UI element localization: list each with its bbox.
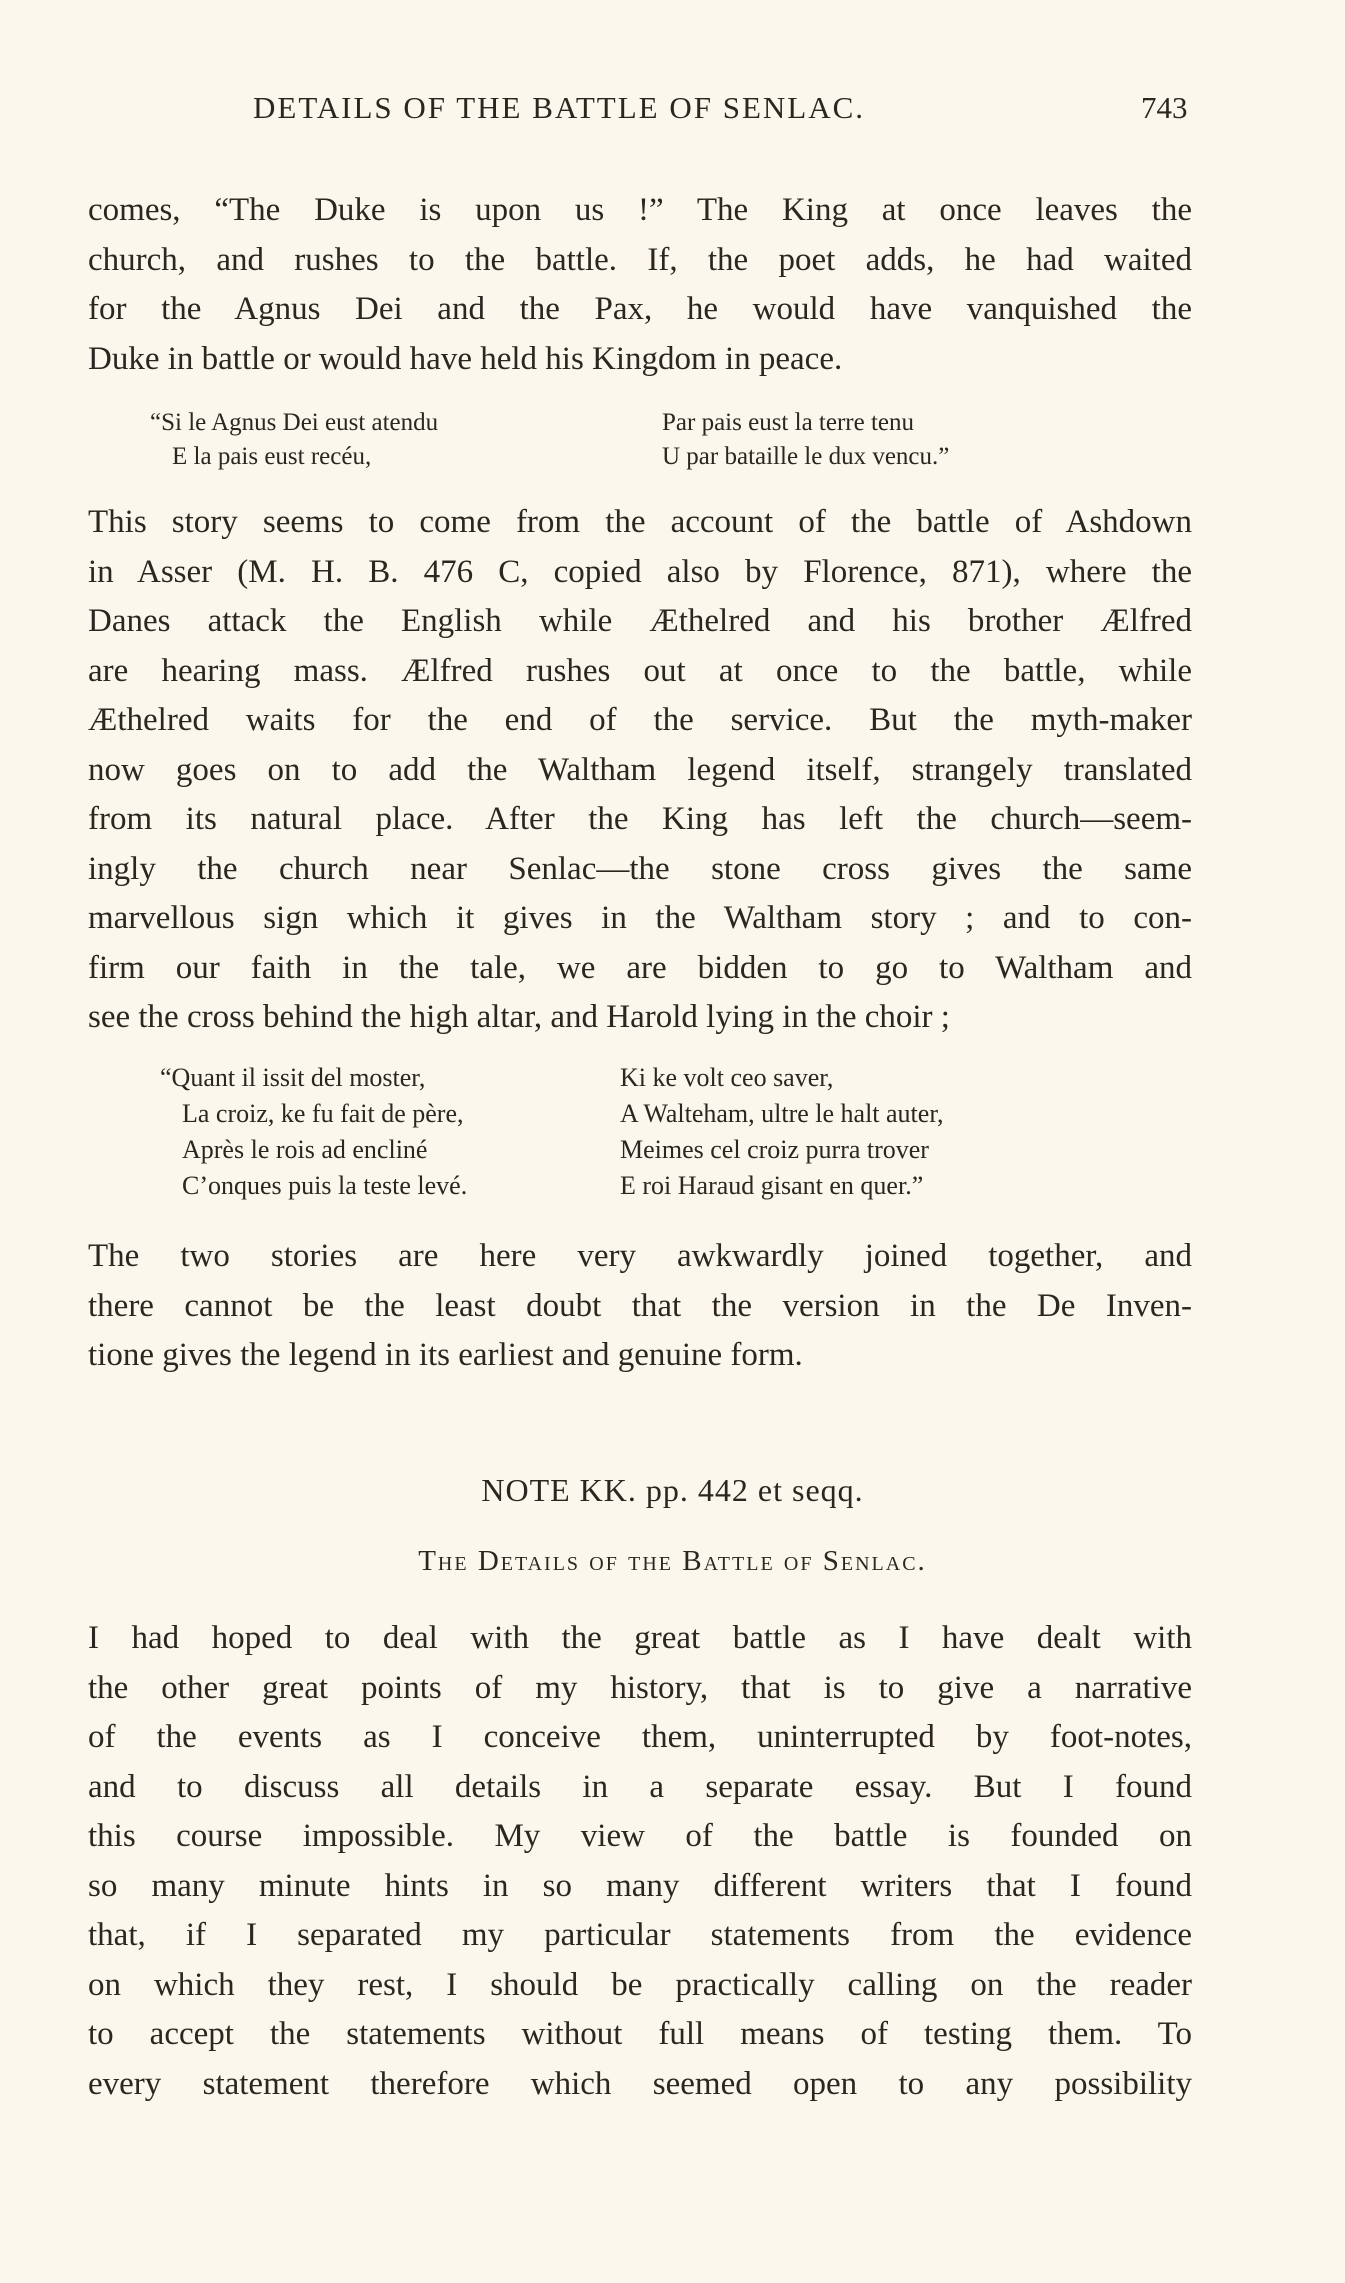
verse-right: E roi Haraud gisant en quer.” xyxy=(620,1171,924,1200)
text-line: Danes attack the English while Æthelred and his brother Ælfred xyxy=(88,603,1192,639)
verse-left: C’onques puis la teste levé. xyxy=(182,1171,468,1200)
text-line: there cannot be the least doubt that the version in the De Inven- xyxy=(88,1287,1192,1324)
text-line: now goes on to add the Waltham legend itself, strangely translated xyxy=(88,751,1192,788)
verse-left: La croiz, ke fu fait de père, xyxy=(182,1099,464,1128)
running-title: DETAILS OF THE BATTLE OF SENLAC. xyxy=(253,90,866,125)
verse-quote-2 xyxy=(160,1060,1200,1204)
text-line: from its natural place. After the King has left the church—seem- xyxy=(88,801,1192,837)
verse-right: Par pais eust la terre tenu xyxy=(662,409,914,436)
note-subheading: The Details of the Battle of Senlac. xyxy=(418,1545,927,1577)
text-line: I had hoped to deal with the great battle as I have dealt with xyxy=(88,1620,1192,1656)
text-line: that, if I separated my particular statements from the evidence xyxy=(88,1917,1192,1953)
verse-left: “Quant il issit del moster, xyxy=(160,1063,426,1092)
text-line: for the Agnus Dei and the Pax, he would have vanquished the xyxy=(88,291,1192,327)
text-line: this course impossible. My view of the battle is founded on xyxy=(88,1818,1192,1854)
text-line: marvellous sign which it gives in the Waltham story ; and to con- xyxy=(88,900,1192,936)
text-line: Æthelred waits for the end of the service. But the myth-maker xyxy=(88,702,1192,738)
paragraph-4 xyxy=(88,1614,1192,2109)
text-line: every statement therefore which seemed open to any possibility xyxy=(88,2065,1192,2102)
verse-row xyxy=(160,1096,1200,1132)
text-line: Duke in battle or would have held his Kingdom in peace. xyxy=(88,340,843,377)
verse-right: U par bataille le dux vencu.” xyxy=(662,443,950,470)
verse-quote-1 xyxy=(150,406,1190,474)
text-line: in Asser (M. H. B. 476 C, copied also by Florence, 871), where the xyxy=(88,553,1192,590)
text-line: of the events as I conceive them, uninterrupted by foot-notes, xyxy=(88,1719,1192,1755)
paragraph-1 xyxy=(88,186,1192,384)
page-number: 743 xyxy=(1141,90,1188,125)
text-line: see the cross behind the high altar, and Harold lying in the choir ; xyxy=(88,999,950,1035)
text-line: and to discuss all details in a separate essay. But I found xyxy=(88,1768,1192,1805)
text-line: ingly the church near Senlac—the stone cross gives the same xyxy=(88,850,1192,887)
text-line: comes, “The Duke is upon us !” The King at once leaves the xyxy=(88,192,1192,228)
verse-left: E la pais eust recéu, xyxy=(172,443,372,470)
text-line: The two stories are here very awkwardly joined together, and xyxy=(88,1238,1192,1274)
verse-row xyxy=(160,1168,1200,1204)
text-line: the other great points of my history, that is to give a narrative xyxy=(88,1669,1192,1706)
paragraph-2 xyxy=(88,498,1192,1043)
verse-row xyxy=(150,406,1190,440)
verse-row xyxy=(160,1132,1200,1168)
verse-row xyxy=(150,440,1190,474)
text-line: firm our faith in the tale, we are bidden to go to Waltham and xyxy=(88,949,1192,986)
text-line: This story seems to come from the account of the battle of Ashdown xyxy=(88,504,1192,540)
text-line: to accept the statements without full means of testing them. To xyxy=(88,2016,1192,2052)
verse-row xyxy=(160,1060,1200,1096)
text-line: tione gives the legend in its earliest and genuine form. xyxy=(88,1337,803,1373)
text-line: church, and rushes to the battle. If, the poet adds, he had waited xyxy=(88,241,1192,278)
verse-left: “Si le Agnus Dei eust atendu xyxy=(150,409,439,436)
text-line: are hearing mass. Ælfred rushes out at once to the battle, while xyxy=(88,652,1192,689)
page-header xyxy=(0,90,1345,140)
verse-right: Meimes cel croiz purra trover xyxy=(620,1135,929,1164)
text-line: on which they rest, I should be practically calling on the reader xyxy=(88,1966,1192,2003)
text-line: so many minute hints in so many different writers that I found xyxy=(88,1867,1192,1904)
verse-left: Après le rois ad encliné xyxy=(182,1135,428,1164)
verse-right: A Walteham, ultre le halt auter, xyxy=(620,1099,944,1128)
note-heading: NOTE KK. pp. 442 et seqq. xyxy=(481,1472,864,1508)
paragraph-3 xyxy=(88,1232,1192,1381)
verse-right: Ki ke volt ceo saver, xyxy=(620,1063,834,1092)
